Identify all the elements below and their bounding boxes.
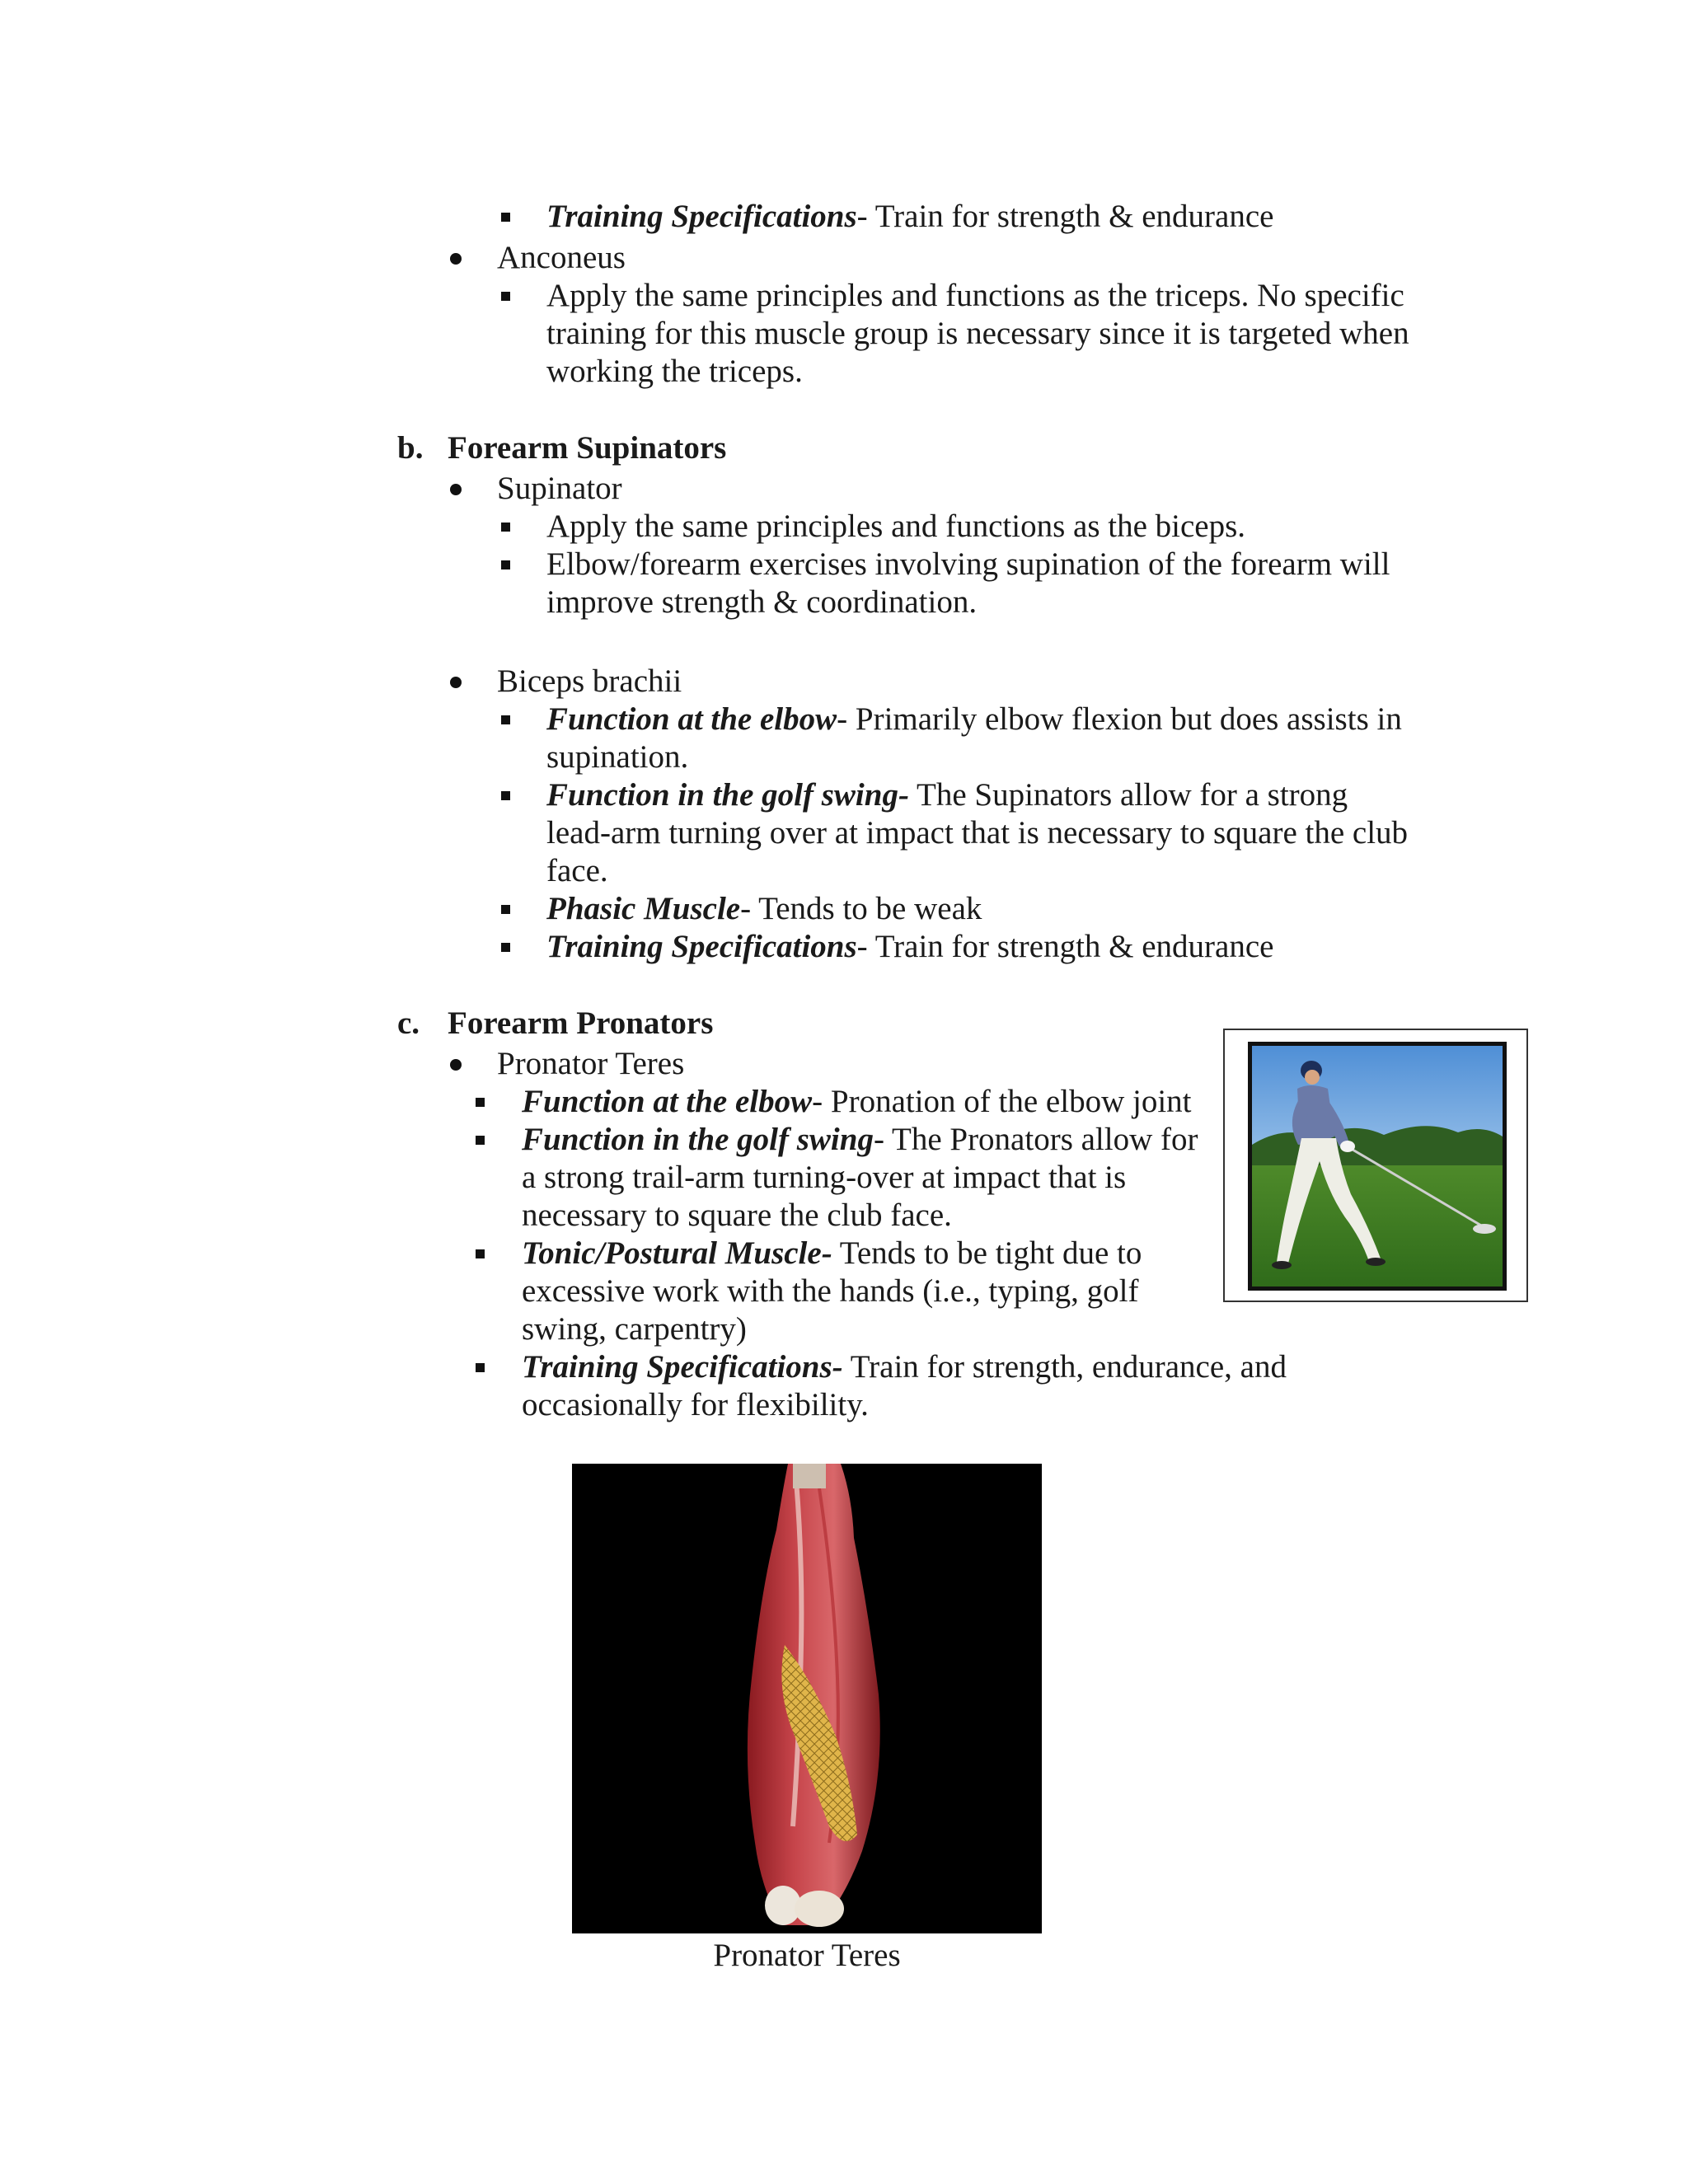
list-item: Function in the golf swing- The Supinators allow for a strong [546, 777, 1348, 813]
list-item-text: occasionally for flexibility. [522, 1387, 869, 1422]
bullet-square-icon [501, 523, 510, 532]
list-item-text: improve strength & coordination. [546, 584, 978, 620]
bullet-dot-icon [450, 1059, 462, 1071]
bullet-square-icon [501, 292, 510, 301]
list-item: Function at the elbow- Primarily elbow flexion but does assists in [546, 701, 1402, 737]
forearm-muscle-illustration [572, 1464, 1042, 1933]
section-letter: b. [397, 430, 424, 466]
list-item-text: Elbow/forearm exercises involving supination of the forearm will [546, 546, 1390, 582]
list-item-text: excessive work with the hands (i.e., typing, golf [522, 1273, 1139, 1309]
list-item-text: swing, carpentry) [522, 1311, 747, 1347]
list-item: Function in the golf swing- The Pronators allow for [522, 1122, 1198, 1157]
bullet-square-icon [476, 1136, 485, 1145]
section-letter: c. [397, 1005, 420, 1041]
list-item-supinator: Supinator [497, 471, 622, 506]
bullet-square-icon [501, 943, 510, 952]
list-item-biceps: Biceps brachii [497, 663, 682, 699]
bullet-square-icon [501, 791, 510, 800]
golf-swing-photo-frame [1223, 1029, 1528, 1302]
list-item-text: necessary to square the club face. [522, 1197, 952, 1233]
bullet-square-icon [476, 1363, 485, 1372]
figure-caption: Pronator Teres [713, 1938, 901, 1973]
forearm-anatomy-image [572, 1464, 1042, 1933]
list-item: Function at the elbow- Pronation of the elbow joint [522, 1084, 1192, 1119]
section-heading: Forearm Supinators [448, 430, 727, 466]
golf-swing-photo [1248, 1042, 1507, 1291]
section-heading: Forearm Pronators [448, 1005, 714, 1041]
list-item: Training Specifications- Train for strength, endurance, and [522, 1349, 1287, 1385]
list-item-pronator: Pronator Teres [497, 1046, 685, 1081]
list-item: Tonic/Postural Muscle- Tends to be tight due to [522, 1235, 1142, 1271]
list-item-text: supination. [546, 739, 689, 775]
list-item-text: lead-arm turning over at impact that is necessary to square the club [546, 815, 1409, 851]
golfer-illustration [1252, 1046, 1503, 1286]
list-item-text: face. [546, 853, 608, 888]
list-item-text: a strong trail-arm turning-over at impact that is [522, 1160, 1127, 1195]
bullet-square-icon [501, 213, 510, 222]
bullet-dot-icon [450, 677, 462, 688]
list-item: Phasic Muscle- Tends to be weak [546, 891, 982, 926]
bullet-square-icon [476, 1249, 485, 1258]
list-item-text: Apply the same principles and functions as the biceps. [546, 509, 1246, 544]
list-item-text: Apply the same principles and functions as the triceps. No specific [546, 278, 1404, 313]
list-item-text: working the triceps. [546, 354, 803, 389]
bullet-square-icon [476, 1098, 485, 1107]
list-item: Training Specifications- Train for strength & endurance [546, 199, 1274, 234]
bullet-square-icon [501, 715, 510, 724]
bullet-square-icon [501, 560, 510, 569]
list-item-anconeus: Anconeus [497, 240, 626, 275]
bullet-dot-icon [450, 484, 462, 495]
list-item-text: training for this muscle group is necessary since it is targeted when [546, 316, 1409, 351]
bullet-square-icon [501, 905, 510, 914]
bullet-dot-icon [450, 253, 462, 265]
list-item: Training Specifications- Train for strength & endurance [546, 929, 1274, 964]
